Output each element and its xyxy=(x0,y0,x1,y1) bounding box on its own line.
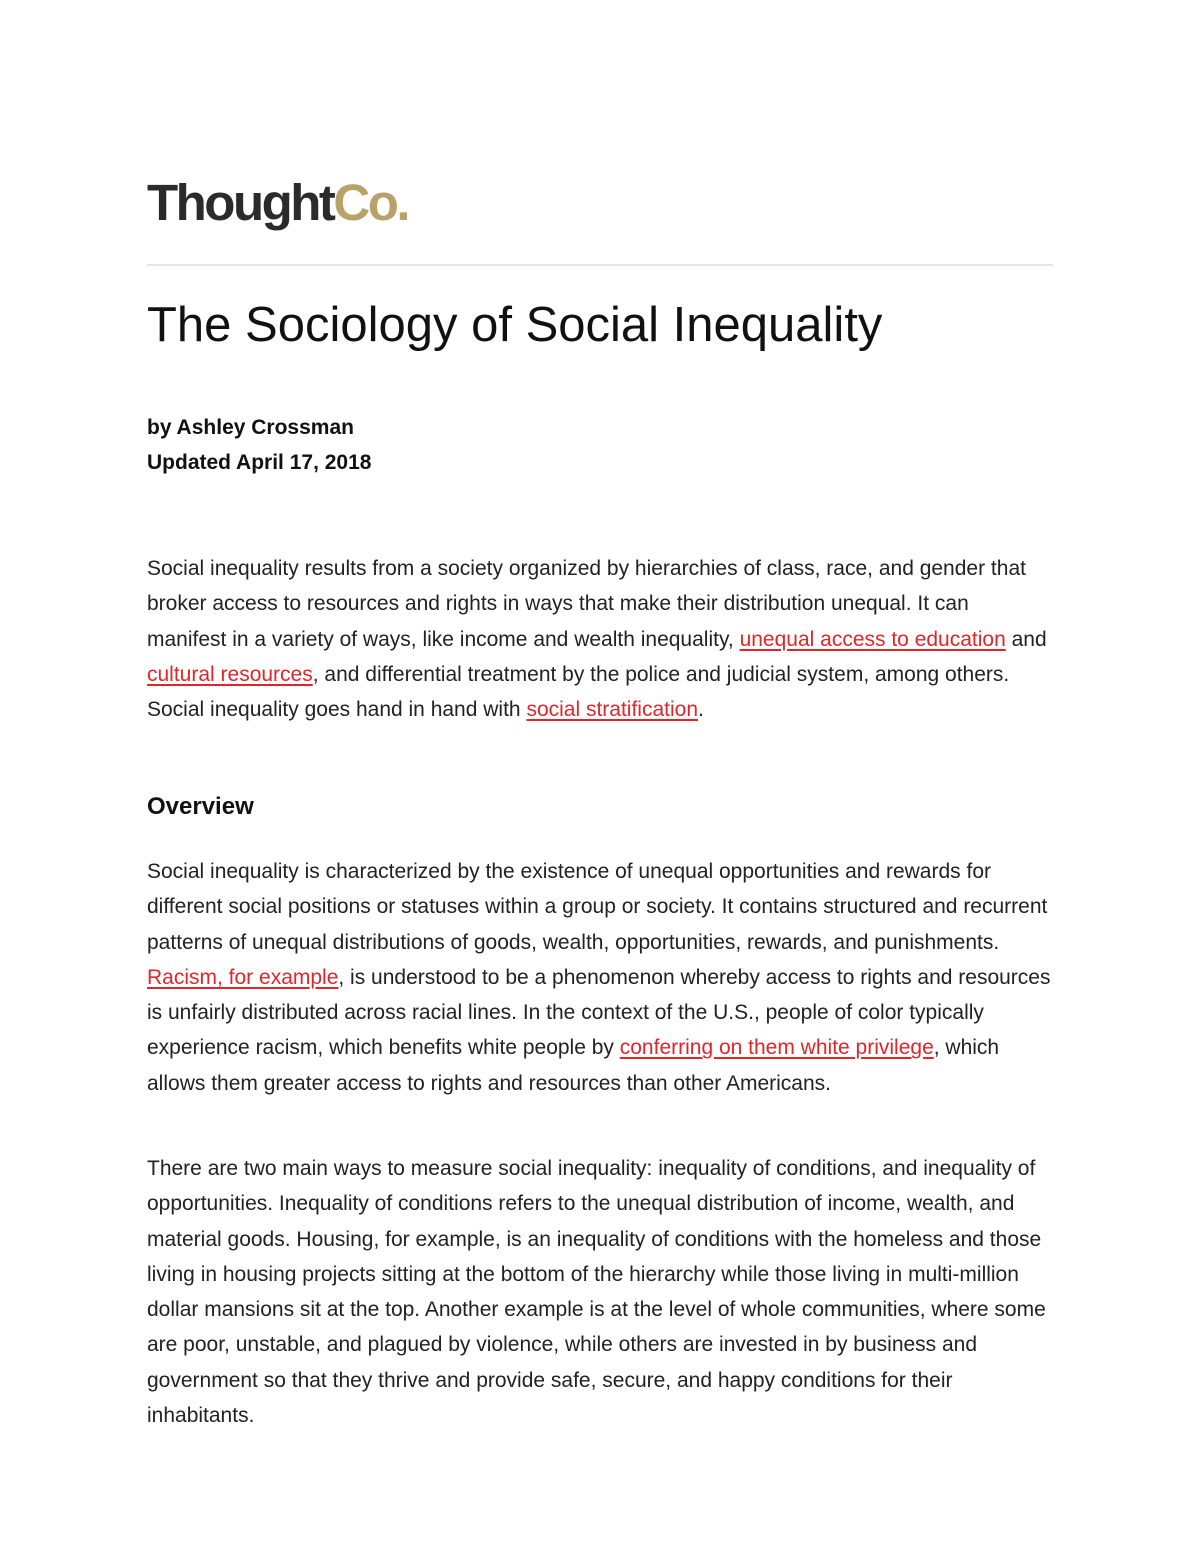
author-line: by Ashley Crossman xyxy=(147,416,354,439)
link-social-stratification[interactable]: social stratification xyxy=(526,698,699,722)
header-divider xyxy=(147,264,1053,266)
section-heading-overview: Overview xyxy=(147,793,254,820)
intro-text-1: Social inequality results from a society organized by hierarchies of class, race, and gender that broker access to resources and rights in ways that make their distribution unequal. It can manifest in a variety of ways, like income and wealth inequality, xyxy=(147,557,1026,651)
page-title: The Sociology of Social Inequality xyxy=(147,298,883,352)
byline xyxy=(147,410,371,480)
overview-paragraph-2: There are two main ways to measure social inequality: inequality of conditions, and inequality of opportunities. Inequality of conditions refers to the unequal distribution of income, wealth, and material goods. Housing, for example, is an inequality of conditions with the homeless and those living in housing projects sitting at the bottom of the hierarchy while those living in multi-million dollar mansions sit at the top. Another example is at the level of whole communities, where some are poor, unstable, and plagued by violence, while others are invested in by business and government so that they thrive and provide safe, secure, and happy conditions for their inhabitants. xyxy=(147,1157,1046,1428)
link-cultural-resources[interactable]: cultural resources xyxy=(147,662,313,686)
intro-text-4: . xyxy=(698,698,704,722)
link-racism-for-example[interactable]: Racism, for example xyxy=(147,965,339,989)
overview-text-2: , is understood to be a phenomenon whereby access to rights and resources is unfairly distributed across racial lines. In the context of the U.S., people of color typically experience racism, which benefits white people by xyxy=(147,965,1051,1060)
intro-text-3: , and differential treatment by the police and judicial system, among others. Social inequality goes hand in hand with xyxy=(147,662,1010,722)
overview-text-3: , which allows them greater access to rights and resources than other Americans. xyxy=(147,1036,1000,1095)
thoughtco-logo[interactable] xyxy=(147,172,408,234)
logo-text-co: Co. xyxy=(333,174,409,231)
link-unequal-access-education[interactable]: unequal access to education xyxy=(739,627,1006,651)
overview-text-1: Social inequality is characterized by the existence of unequal opportunities and rewards for different social positions or statuses within a group or society. It contains structured and recurrent patterns of unequal distributions of goods, wealth, opportunities, rewards, and punishments. xyxy=(147,860,1048,954)
intro-paragraph xyxy=(147,551,1053,727)
logo-text-thought: Thought xyxy=(147,174,334,231)
overview-paragraph-1 xyxy=(147,854,1053,1101)
intro-text-2: and xyxy=(1005,627,1047,651)
link-white-privilege[interactable]: conferring on them white privilege xyxy=(619,1036,934,1060)
updated-date: Updated April 17, 2018 xyxy=(147,451,372,474)
